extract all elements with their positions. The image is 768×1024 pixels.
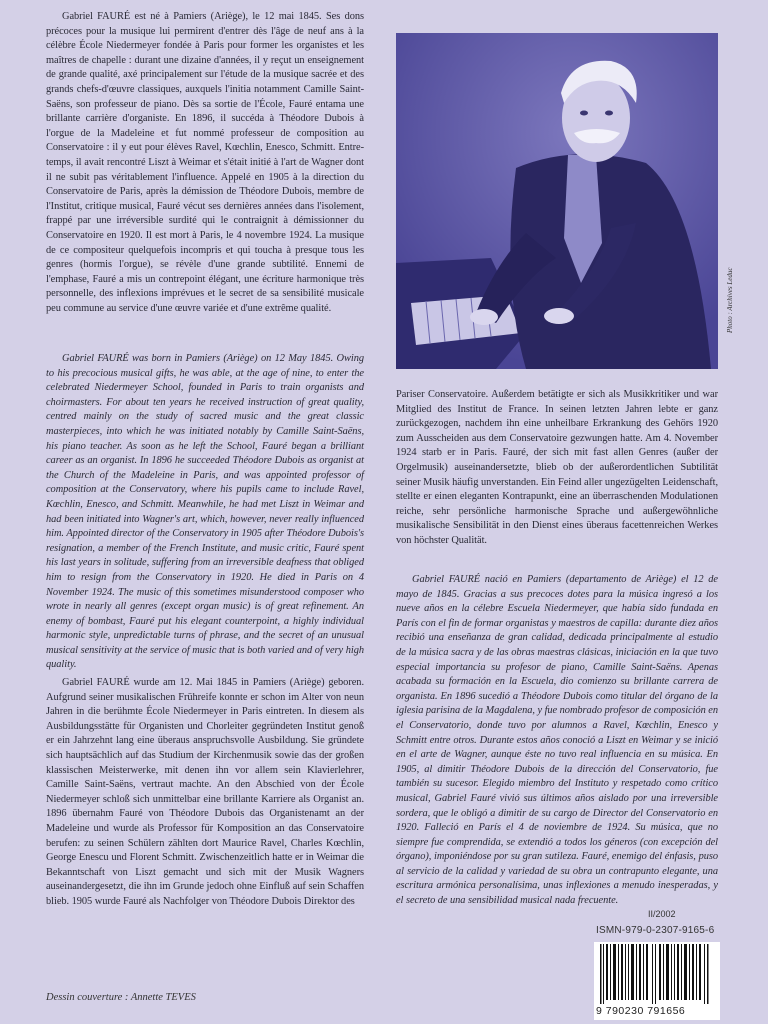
biography-spanish xyxy=(396,573,718,909)
german-text-part2: Pariser Conservatoire. Außerdem betätigte er sich als Musikkritiker und war Mitglied des Institut de France. In seinen letzten Jahren lebte er ganz zurückgezogen, nachdem ihn eine unheilbare Erkrankung des Gehörs 1920 zum Ausscheiden aus dem Conservatoire gezwungen hatte. Am 4. November 1924 starb er in Paris. Fauré, der sich mit fast allen Genres (außer der Orgelmusik) auseinandersetzte, blieb ob der außerordentlichen Subtilität seiner Musik häufig unverstanden. Ein Feind aller ungezügelten Leidenschaft, stellte er einen eleganten Kontrapunkt, eine an überraschenden Modulationen reiche, sehr persönliche harmonische Sprache und außergewöhnliche musikalische Sensibilität in den Dienst eines überaus facettenreichen Werkes von höchster Qualität. xyxy=(396,389,718,546)
french-text: Gabriel FAURÉ est né à Pamiers (Ariège), le 12 mai 1845. Ses dons précoces pour la musique lui permirent d'entrer dès l'âge de neuf ans à la célèbre École Niedermeyer fondée à Paris pour former les organistes et les maîtres de chapelle : durant une dizaine d'années, il y reçut un enseignement de grande qualité, axé principalement sur l'étude de la musique sacrée et des grands chefs-d'œuvre classiques, auxquels l'initia notamment Camille Saint-Saëns, son professeur de piano. Dès sa sortie de l'École, Fauré entama une brillante carrière d'organiste. En 1896, il succéda à Théodore Dubois à l'orgue de la Madeleine et fut nommé professeur de composition au Conservatoire : il y eut pour élèves Ravel, Kœchlin, Enesco, Schmitt. Entre-temps, il avait rencontré Liszt à Weimar et s'était initié à l'art de Wagner dont il ne subit pas véritablement l'influence. Appelé en 1905 à la direction du Conservatoire de Paris, après la démission de Théodore Dubois, membre de l'Institut, critique musical, Fauré vécut ses dernières années dans l'isolement, frappé par une irréversible surdité qui le contraignit à démissionner du Conservatoire en 1920. Il est mort à Paris, le 4 novembre 1924. La musique de ce compositeur quelquefois incompris et qui toucha à presque tous les genres (hormis l'orgue), se révèle d'une grande subtilité. Ennemi de l'emphase, Fauré a mis un contrepoint élégant, une écriture harmonique très personnelle, des inflexions imprévues et le secret de sa sensibilité musicale peu commune au service d'une œuvre variée et d'une extrême qualité. xyxy=(46,11,364,314)
composer-photo xyxy=(396,33,718,369)
cover-credit: Dessin couverture : Annette TEVES xyxy=(46,992,196,1003)
english-text: Gabriel FAURÉ was born in Pamiers (Ariège) on 12 May 1845. Owing to his precocious musical gifts, he was able, at the age of nine, to enter the celebrated Niedermeyer School, founded in Paris to train organists and choirmasters. For about ten years he received instruction of great quality, centred mainly on the study of sacred music and the great classic masterpieces, into which he was initiated notably by Camille Saint-Saëns, his piano teacher. As soon as he left the School, Fauré began a brilliant career as an organist. In 1896 he succeeded Théodore Dubois as organist at the Church of the Madeleine in Paris, and was appointed professor of composition at the Conservatory, where his pupils came to include Ravel, Kœchlin, Enesco, and Schmitt. Meanwhile, he had met Liszt in Weimar and had been initiated into Wagner's art, which, however, never really influenced him. Appointed director of the Conservatory in 1905 after Théodore Dubois's resignation, a member of the French Institute, and music critic, Fauré spent his last years in solitude, suffering from an irreversible deafness that obliged him to resign from the Conservatory in 1920. He died in Paris on 4 November 1924. The music of this sometimes misunderstood composer who wrote in nearly all genres (except organ music) is of great refinement. An enemy of bombast, Fauré put his elegant counterpoint, a highly individual harmonic style, unpredictable turns of phrase, and the secret of an unusual musical sensitivity at the service of music that is both varied and of very high quality. xyxy=(46,353,364,671)
barcode-number: 9 790230 791656 xyxy=(596,1005,686,1017)
biography-german-continued xyxy=(396,388,718,549)
composer-photo-image xyxy=(396,33,718,369)
photo-credit: Photo : Archives Leduc xyxy=(726,267,734,333)
biography-english xyxy=(46,352,364,673)
ismn-label: ISMN-979-0-2307-9165-6 xyxy=(596,925,715,936)
biography-german xyxy=(46,676,364,910)
spanish-text: Gabriel FAURÉ nació en Pamiers (departamento de Ariège) el 12 de mayo de 1845. Gracias a sus precoces dotes para la música ingresó a los nueve años en la célebre Escuela Niedermeyer, que había sido fundada en París con el fin de formar organistas y maestros de capilla: durante diez años recibió una enseñanza de gran calidad, dedicada principalmente al estudio de la música sacra y de las obras maestras clásicas, iniciación en la que tuvo especial importancia su profesor de piano, Camille Saint-Saëns. Apenas acabada su formación en la Escuela, dio comienzo su brillante carrera de organista. En 1896 sucedió a Théodore Dubois como titular del órgano de la iglesia parisina de la Magdalena, y fue nombrado profesor de composición en el Conservatorio, donde tuvo por alumnos a Ravel, Kœchlin, Enesco y Schmitt entre otros. Durante estos años conoció a Liszt en Weimar y se inició en el arte de Wagner, aunque éste no tuvo real influencia en su música. En 1905, al dimitir Théodore Dubois de la dirección del Conservatorio, fue también su sucesor. Elegido miembro del Instituto y respetado como crítico musical, Gabriel Fauré vivió sus últimos años aislado por una irreversible sordera, que le obligó a dimitir de su cargo de Director del Conservatorio en 1920. Falleció en París el 4 de noviembre de 1924. Su música, que no siempre fue comprendida, se extendió a todos los géneros (con excepción del órgano), imponiéndose por su gran sutileza. Fauré, enemigo del énfasis, puso al servicio de la calidad y variedad de su obra un contrapunto elegante, una escritura armónica personalísima, unas inflexiones a menudo inesperadas, y el secreto de una sensibilidad musical nada frecuente. xyxy=(396,574,718,907)
biography-french xyxy=(46,10,364,316)
barcode-bars xyxy=(594,942,720,1004)
german-text-part1: Gabriel FAURÉ wurde am 12. Mai 1845 in Pamiers (Ariège) geboren. Aufgrund seiner musikalischen Frühreife konnte er schon im Alter von neun Jahren in die berühmte École Niedermeyer in Paris eintreten. In diesem als Ausbildungsstätte für Organisten und Chorleiter gegründeten Institut genoß er ein Jahrzehnt lang eine überaus anspruchsvolle Ausbildung. Sie gründete sich hauptsächlich auf das Studium der Kirchenmusik sowie das der großen klassischen Meisterwerke, mit denen ihn vor allem sein Klavierlehrer, Camille Saint-Saëns, vertraut machte. An den Abschied von der École Niedermeyer schloß sich unmittelbar eine brillante Karriere als Organist an. 1896 übernahm Fauré von Théodore Dubois das Organistenamt an der Madeleine und wurde als Professor für Komposition an das Conservatoire berufen: zu seinen Schülern zählten dort Maurice Ravel, Charles Kœchlin, George Enescu und Florent Schmitt. Zwischenzeitlich hatte er in Weimar die Bekanntschaft von Liszt gemacht und sich mit der Musik Wagners auseinandergesetzt, die ihn im Grunde jedoch ohne Einfluß auf sein Schaffen blieb. 1905 wurde Fauré als Nachfolger von Théodore Dubois Direktor des xyxy=(46,677,364,907)
edition-code: II/2002 xyxy=(648,909,676,919)
